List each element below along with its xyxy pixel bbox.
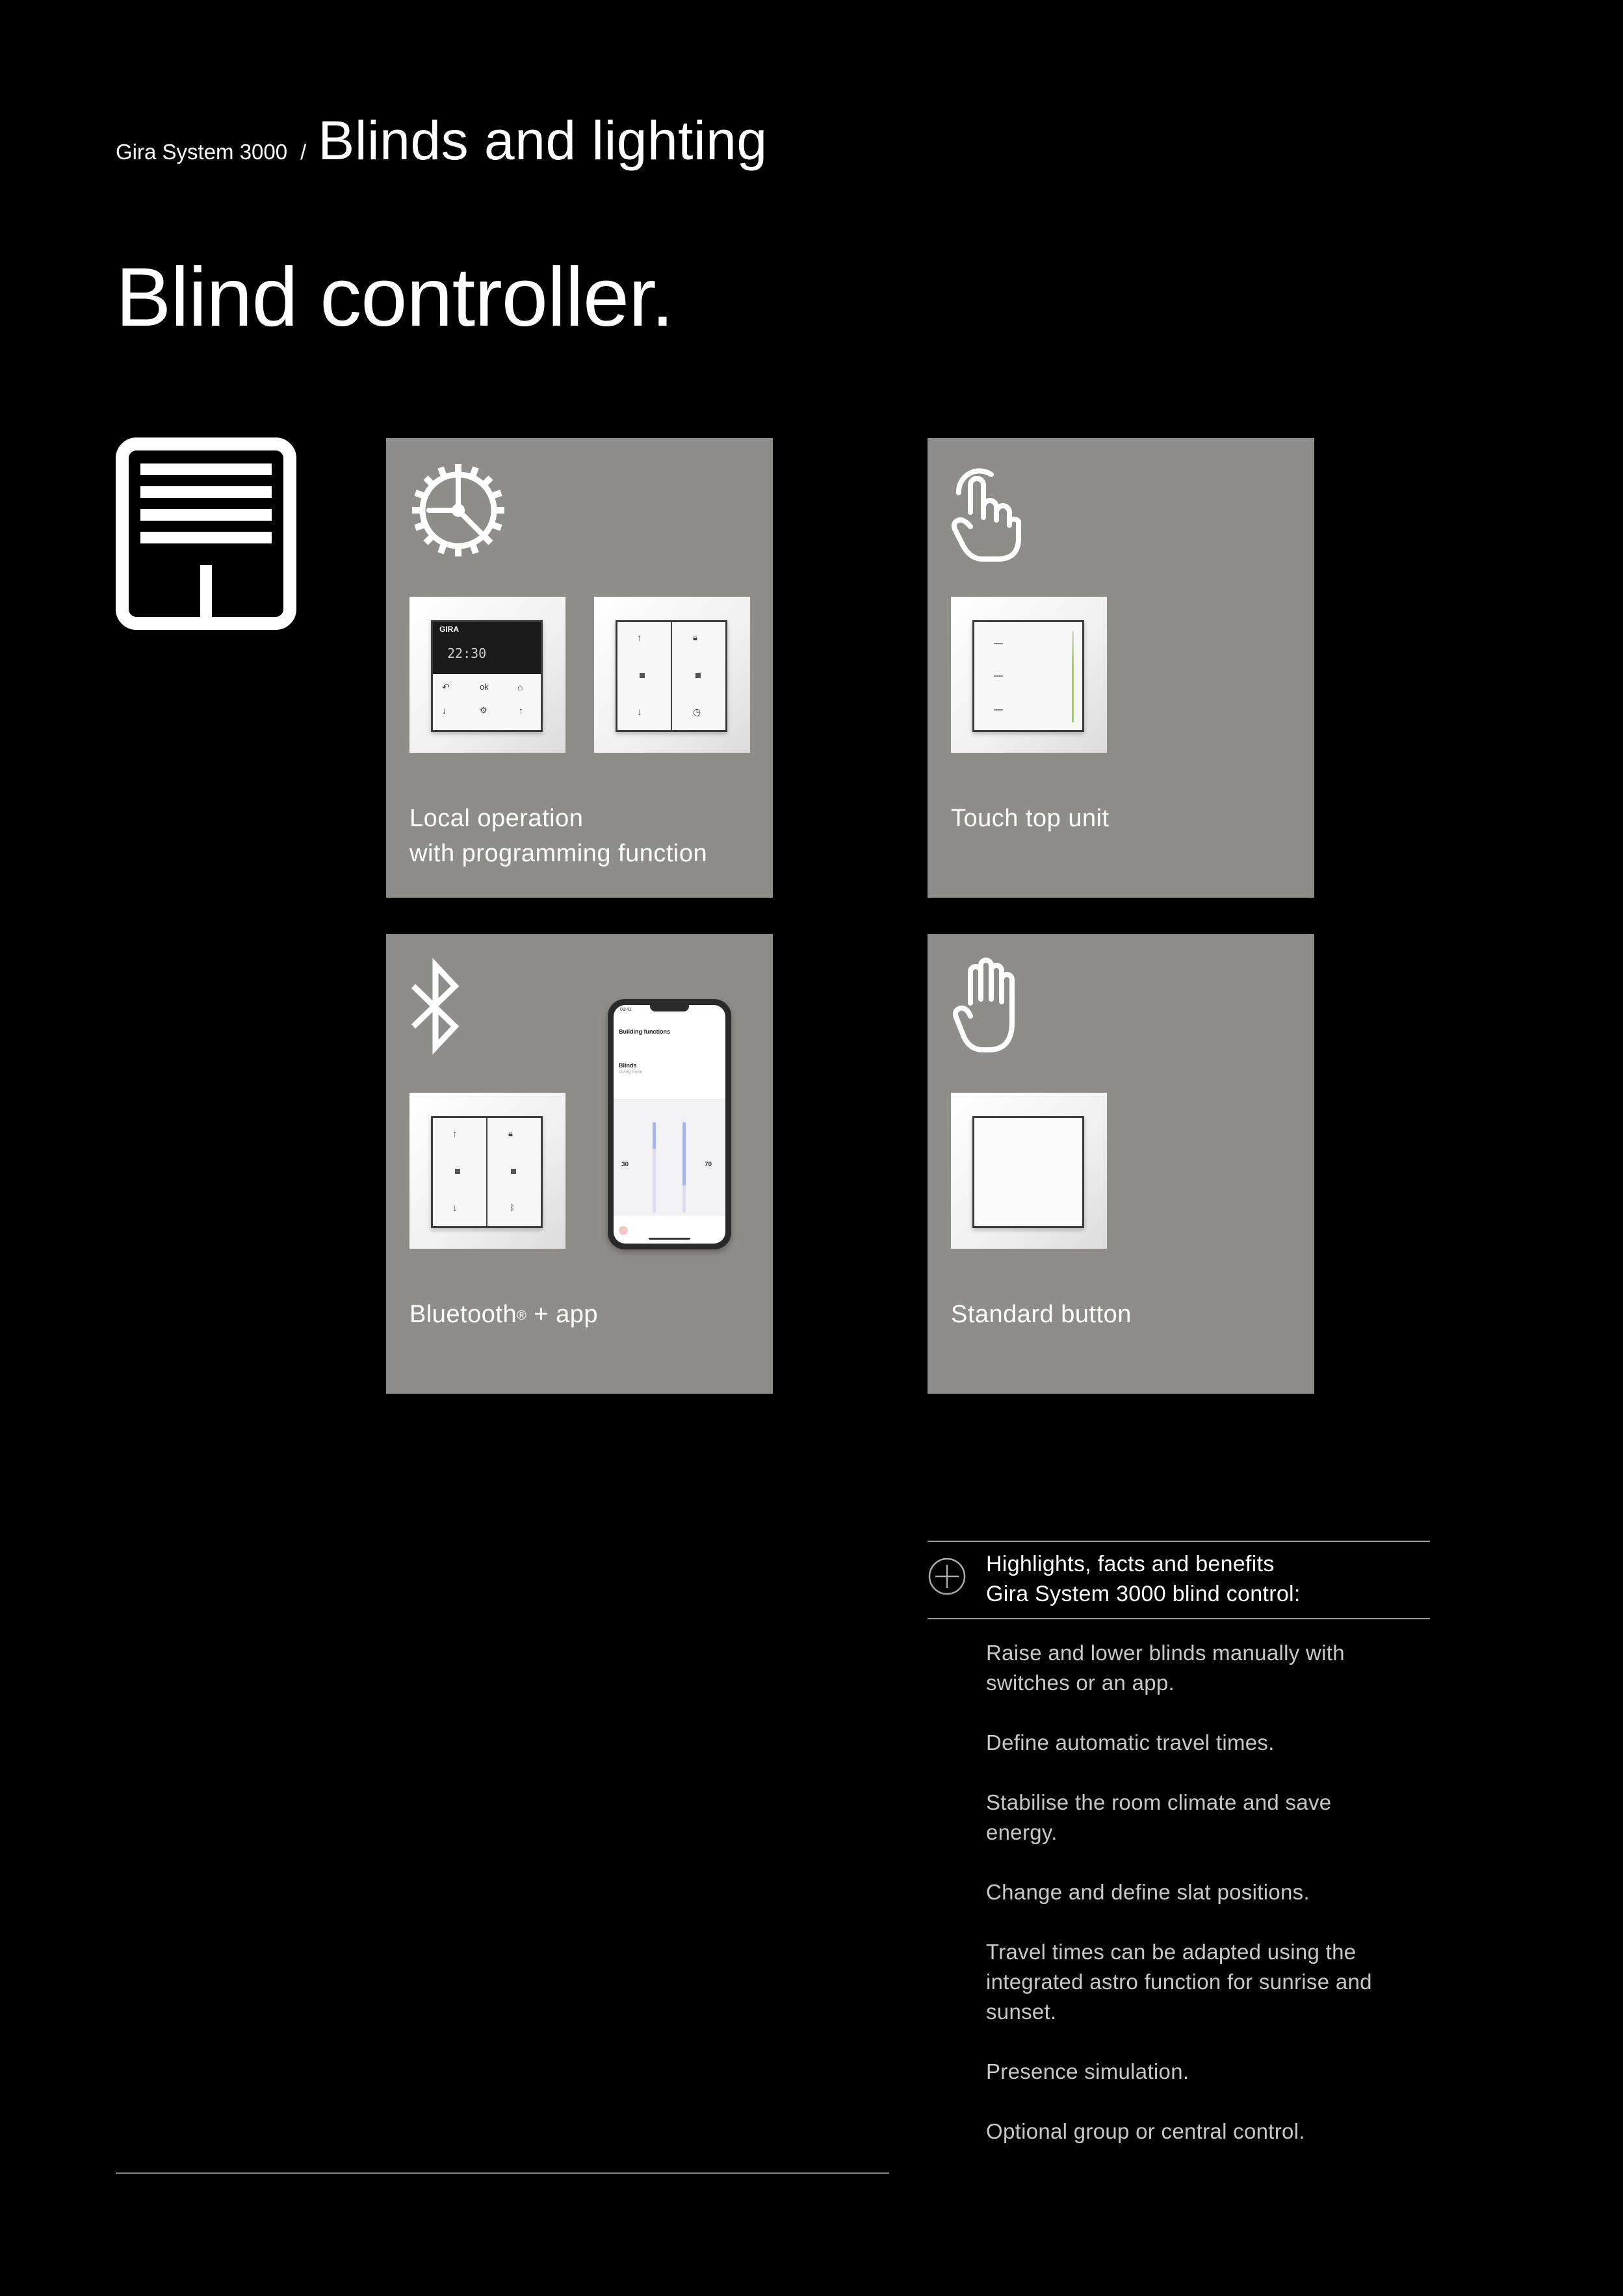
power-icon[interactable] — [619, 1226, 628, 1235]
footer-divider — [116, 2172, 889, 2174]
list-item: Optional group or central control. — [986, 2119, 1305, 2143]
breadcrumb-separator: / — [300, 140, 307, 164]
divider — [928, 1541, 1430, 1542]
arrow-up-icon: ↑ — [519, 705, 523, 716]
list-item: Travel times can be adapted using the integrated astro function for sunrise and sunset. — [986, 1940, 1372, 2024]
stop-icon — [695, 673, 701, 678]
phone-time: 09:41 — [620, 1008, 632, 1012]
card-touch-top-unit — [928, 438, 1314, 898]
app-item-title: Blinds — [619, 1062, 637, 1069]
arrow-down-icon: ↓ — [442, 705, 447, 716]
card-label: Touch top unit — [951, 805, 1110, 832]
highlights-title: Highlights, facts and benefits Gira System 3000 blind control: — [986, 1552, 1301, 1606]
blind-push-button-unit — [594, 597, 750, 753]
gear-clock-icon — [409, 462, 507, 559]
card-label: Standard button — [951, 1301, 1132, 1328]
brand-logo: GIRA — [439, 625, 459, 634]
smartphone-app — [608, 999, 731, 1249]
breadcrumb — [116, 109, 768, 172]
card-standard-button — [928, 934, 1314, 1394]
lock-icon: 🔒︎ — [508, 1128, 513, 1138]
timer-display — [433, 622, 541, 674]
stop-icon — [511, 1169, 516, 1174]
stop-icon — [640, 673, 645, 678]
standard-button-image — [951, 1093, 1107, 1249]
app-item-subtitle: Living room — [619, 1070, 643, 1075]
bluetooth-icon — [409, 958, 461, 1055]
left-value: 30 — [621, 1161, 629, 1168]
arrow-down-icon: ↓ — [637, 707, 642, 718]
lock-icon: 🔒︎ — [693, 633, 697, 642]
touch-top-unit-image — [951, 597, 1107, 753]
slat-position-slider[interactable] — [682, 1122, 686, 1213]
card-bluetooth-app — [386, 934, 773, 1394]
card-label: Bluetooth® + app — [409, 1301, 599, 1328]
right-value: 70 — [705, 1161, 712, 1168]
blind-position-slider[interactable] — [653, 1122, 656, 1213]
stop-icon — [455, 1169, 460, 1174]
touch-hand-icon — [951, 462, 1022, 566]
arrow-up-icon: ↑ — [452, 1128, 458, 1140]
ok-label: ok — [480, 682, 489, 692]
plus-circle-icon[interactable] — [928, 1557, 967, 1596]
display-timer-unit — [409, 597, 565, 753]
display-time: 22:30 — [447, 646, 487, 661]
clock-icon: ◷ — [693, 707, 701, 717]
list-item: Define automatic travel times. — [986, 1730, 1275, 1755]
hand-icon — [951, 958, 1022, 1055]
brand-name: Gira System 3000 — [116, 140, 288, 164]
gear-icon: ⚙ — [480, 705, 487, 715]
list-item: Change and define slat positions. — [986, 1880, 1310, 1904]
blind-icon — [116, 437, 296, 630]
back-icon: ↶ — [442, 682, 450, 692]
list-item: Stabilise the room climate and save energy. — [986, 1790, 1332, 1844]
app-title: Building functions — [619, 1028, 670, 1035]
list-item: Raise and lower blinds manually with switches or an app. — [986, 1641, 1345, 1695]
arrow-up-icon: ↑ — [637, 633, 642, 644]
card-label-line1: Local operation — [409, 805, 584, 832]
card-label-line2: with programming function — [409, 840, 708, 867]
page-title: Blind controller. — [116, 251, 674, 344]
section-title: Blinds and lighting — [318, 110, 768, 171]
list-item: Presence simulation. — [986, 2059, 1189, 2083]
bluetooth-push-button-unit — [409, 1093, 565, 1249]
card-local-operation — [386, 438, 773, 898]
arrow-down-icon: ↓ — [452, 1203, 458, 1214]
home-icon: ⌂ — [517, 682, 523, 692]
led-strip — [1072, 631, 1074, 722]
bluetooth-small-icon: ᛒ — [510, 1203, 515, 1212]
divider — [928, 1618, 1430, 1619]
highlights-list — [986, 1638, 1402, 2176]
